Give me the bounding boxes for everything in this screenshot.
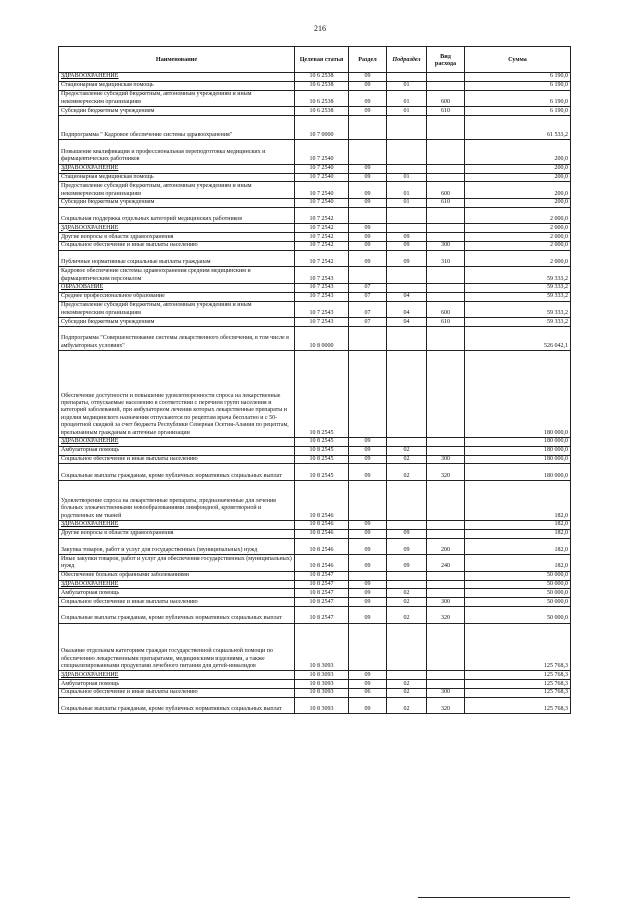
table-row: [59, 182, 571, 199]
table-row: [59, 267, 571, 284]
row-sum: 182,0: [465, 521, 571, 530]
row-name: Стационарная медицинская помощь: [59, 81, 295, 90]
row-subsection: 01: [387, 173, 427, 182]
row-name: ЗДРАВООХРАНЕНИЕ: [59, 671, 295, 680]
table-row: [59, 464, 571, 481]
row-target: 10 7 0000: [295, 115, 349, 139]
table-row: [59, 318, 571, 327]
row-target: 10 8 2545: [295, 438, 349, 447]
row-sum: 6 190,0: [465, 107, 571, 116]
row-subsection: [387, 571, 427, 580]
row-subsection: [387, 521, 427, 530]
row-name: Другие вопросы в области здравоохранения: [59, 529, 295, 538]
row-section: 09: [349, 555, 387, 572]
row-target: 10 8 3093: [295, 680, 349, 689]
row-subsection: [387, 580, 427, 589]
row-subsection: 02: [387, 697, 427, 714]
row-section: 07: [349, 283, 387, 292]
row-name: Субсидии бюджетным учреждениям: [59, 318, 295, 327]
row-target: 10 8 2545: [295, 351, 349, 438]
row-sum: 61 533,2: [465, 115, 571, 139]
row-target: 10 8 2547: [295, 589, 349, 598]
row-expense-type: 310: [427, 250, 465, 267]
row-expense-type: 600: [427, 90, 465, 107]
row-target: 10 8 2545: [295, 446, 349, 455]
row-expense-type: [427, 529, 465, 538]
table-row: [59, 326, 571, 350]
row-expense-type: 320: [427, 697, 465, 714]
row-section: 09: [349, 529, 387, 538]
row-name: ЗДРАВООХРАНЕНИЕ: [59, 164, 295, 173]
row-target: 10 6 2538: [295, 90, 349, 107]
table-row: [59, 107, 571, 116]
row-sum: 2 000,0: [465, 233, 571, 242]
row-target: 10 7 2540: [295, 182, 349, 199]
row-target: 10 8 2546: [295, 481, 349, 521]
row-sum: 59 333,2: [465, 267, 571, 284]
table-row: [59, 438, 571, 447]
row-sum: 50 000,0: [465, 571, 571, 580]
row-name: ЗДРАВООХРАНЕНИЕ: [59, 580, 295, 589]
row-expense-type: [427, 571, 465, 580]
row-target: 10 8 2547: [295, 571, 349, 580]
row-section: [349, 140, 387, 164]
row-target: 10 7 2542: [295, 207, 349, 224]
table-row: [59, 529, 571, 538]
row-name: Амбулаторная помощь: [59, 589, 295, 598]
row-expense-type: 600: [427, 182, 465, 199]
header-section: Раздел: [349, 47, 387, 73]
table-row: [59, 233, 571, 242]
row-name: Амбулаторная помощь: [59, 680, 295, 689]
row-subsection: 04: [387, 292, 427, 301]
row-subsection: 09: [387, 241, 427, 250]
row-target: 10 7 2542: [295, 250, 349, 267]
row-expense-type: 610: [427, 198, 465, 207]
row-sum: 2 000,0: [465, 224, 571, 233]
row-name: ЗДРАВООХРАНЕНИЕ: [59, 224, 295, 233]
row-expense-type: 300: [427, 455, 465, 464]
row-section: 09: [349, 438, 387, 447]
row-expense-type: [427, 326, 465, 350]
row-target: 10 7 2542: [295, 241, 349, 250]
row-section: 09: [349, 81, 387, 90]
row-sum: 2 000,0: [465, 241, 571, 250]
row-subsection: 04: [387, 301, 427, 318]
table-row: [59, 521, 571, 530]
row-subsection: 02: [387, 589, 427, 598]
row-name: Оказание отдельным категориям граждан государственной социальной помощи по обеспечению лекарственными препаратами, медицинскими изделиями, а также специализированными продуктами лечебного питания для детей-инвалидов: [59, 623, 295, 671]
row-subsection: 02: [387, 598, 427, 607]
row-section: [349, 326, 387, 350]
row-target: 10 8 2546: [295, 538, 349, 555]
row-subsection: 02: [387, 607, 427, 624]
row-name: Социальная поддержка отдельных категорий медицинских работников: [59, 207, 295, 224]
row-sum: 50 000,0: [465, 580, 571, 589]
row-name: ОБРАЗОВАНИЕ: [59, 283, 295, 292]
row-section: 09: [349, 198, 387, 207]
row-section: 09: [349, 455, 387, 464]
row-target: 10 8 2547: [295, 580, 349, 589]
row-name: Повышение квалификации и профессиональная переподготовка медицинских и фармацевтических работников: [59, 140, 295, 164]
row-sum: 200,0: [465, 173, 571, 182]
table-row: [59, 446, 571, 455]
row-expense-type: 600: [427, 301, 465, 318]
row-subsection: 01: [387, 90, 427, 107]
table-row: [59, 351, 571, 438]
row-name: Социальное обеспечение и иные выплаты населению: [59, 598, 295, 607]
row-sum: 125 768,3: [465, 680, 571, 689]
row-name: Социальное обеспечение и иные выплаты населению: [59, 455, 295, 464]
row-section: 09: [349, 521, 387, 530]
row-target: 10 7 2543: [295, 292, 349, 301]
row-target: 10 8 2547: [295, 607, 349, 624]
row-section: 09: [349, 680, 387, 689]
row-name: Социальные выплаты гражданам, кроме публичных нормативных социальных выплат: [59, 464, 295, 481]
row-expense-type: [427, 140, 465, 164]
row-subsection: [387, 267, 427, 284]
row-expense-type: 320: [427, 607, 465, 624]
table-row: [59, 90, 571, 107]
row-name: Иные закупки товаров, работ и услуг для обеспечения государственных (муниципальных) нужд: [59, 555, 295, 572]
row-sum: 180 000,0: [465, 438, 571, 447]
row-subsection: 01: [387, 182, 427, 199]
row-target: 10 7 2542: [295, 224, 349, 233]
row-expense-type: 300: [427, 241, 465, 250]
row-sum: 59 333,2: [465, 318, 571, 327]
row-expense-type: [427, 224, 465, 233]
table-body: [59, 73, 571, 714]
header-name: Наименование: [59, 47, 295, 73]
row-section: 09: [349, 464, 387, 481]
row-expense-type: [427, 173, 465, 182]
row-name: Подпрограмма " Кадровое обеспечение системы здравоохранения": [59, 115, 295, 139]
row-expense-type: [427, 115, 465, 139]
row-name: ЗДРАВООХРАНЕНИЕ: [59, 438, 295, 447]
row-sum: 200,0: [465, 198, 571, 207]
row-name: Публичные нормативные социальные выплаты гражданам: [59, 250, 295, 267]
row-target: 10 8 3093: [295, 671, 349, 680]
row-sum: 125 768,3: [465, 623, 571, 671]
row-expense-type: [427, 351, 465, 438]
row-name: Обеспечение доступности и повышение удовлетворенности спроса на лекарственные препараты, отпускаемые населению в соответствии с перечнем групп населения и категорий заболеваний, при амбулаторном лечении которых лекарственные препараты и изделия медицинского назначения отпускаются по рецептам врача бесплатно и с 50-процентной скидкой за счет бюджета Республики Северная Осетия-Алания по рецептам, врельязанным гражданам в аптечные организации: [59, 351, 295, 438]
row-subsection: [387, 438, 427, 447]
row-sum: 59 333,2: [465, 292, 571, 301]
row-target: 10 8 2545: [295, 464, 349, 481]
row-sum: 182,0: [465, 538, 571, 555]
row-target: 10 8 2546: [295, 529, 349, 538]
row-section: 09: [349, 90, 387, 107]
table-row: [59, 538, 571, 555]
row-name: Закупка товаров, работ и услуг для государственных (муниципальных) нужд: [59, 538, 295, 555]
row-sum: 6 190,0: [465, 81, 571, 90]
row-target: 10 8 0000: [295, 326, 349, 350]
table-row: [59, 697, 571, 714]
row-target: 10 7 2540: [295, 164, 349, 173]
row-section: 07: [349, 292, 387, 301]
row-subsection: 09: [387, 555, 427, 572]
row-target: 10 8 2546: [295, 555, 349, 572]
budget-table: [58, 46, 571, 714]
row-subsection: [387, 140, 427, 164]
row-name: Социальное обеспечение и иные выплаты населению: [59, 689, 295, 698]
row-target: 10 6 2538: [295, 81, 349, 90]
table-row: [59, 555, 571, 572]
row-sum: 182,0: [465, 555, 571, 572]
row-subsection: [387, 623, 427, 671]
header-sum: Сумма: [465, 47, 571, 73]
table-row: [59, 81, 571, 90]
row-expense-type: [427, 521, 465, 530]
table-row: [59, 607, 571, 624]
row-expense-type: 610: [427, 107, 465, 116]
row-name: Подпрограмма "Совершенствование системы лекарственного обеспечения, в том числе в амбулаторных условиях": [59, 326, 295, 350]
row-name: Кадровое обеспечение системы здравоохранения средним медицинским и фармацевтическим персоналом: [59, 267, 295, 284]
header-target: Целевая статья: [295, 47, 349, 73]
table-row: [59, 571, 571, 580]
row-section: 09: [349, 250, 387, 267]
row-name: Предоставление субсидий бюджетным, автономным учреждениям и иным некоммерческим организациям: [59, 301, 295, 318]
row-subsection: [387, 671, 427, 680]
row-expense-type: [427, 81, 465, 90]
row-expense-type: [427, 481, 465, 521]
table-row: [59, 224, 571, 233]
row-section: [349, 115, 387, 139]
row-target: 10 8 3093: [295, 623, 349, 671]
header-subsection: Подраздел: [387, 47, 427, 73]
row-subsection: [387, 283, 427, 292]
row-sum: 180 000,0: [465, 464, 571, 481]
row-section: [349, 267, 387, 284]
row-subsection: [387, 73, 427, 82]
table-row: [59, 623, 571, 671]
row-sum: 6 190,0: [465, 73, 571, 82]
row-name: Другие вопросы в области здравоохранения: [59, 233, 295, 242]
footer-rule: [418, 897, 570, 898]
row-section: 09: [349, 241, 387, 250]
row-sum: 50 000,0: [465, 607, 571, 624]
table-row: [59, 671, 571, 680]
row-expense-type: [427, 589, 465, 598]
row-subsection: 01: [387, 198, 427, 207]
row-section: 09: [349, 607, 387, 624]
row-subsection: 09: [387, 250, 427, 267]
table-row: [59, 115, 571, 139]
table-row: [59, 164, 571, 173]
row-name: Предоставление субсидий бюджетным, автономным учреждениям и иным некоммерческим организациям: [59, 90, 295, 107]
row-name: Социальные выплаты гражданам, кроме публичных нормативных социальных выплат: [59, 607, 295, 624]
table-row: [59, 250, 571, 267]
row-section: [349, 481, 387, 521]
row-subsection: 09: [387, 529, 427, 538]
row-sum: 125 768,3: [465, 697, 571, 714]
row-target: 10 7 2540: [295, 198, 349, 207]
table-row: [59, 173, 571, 182]
row-name: Субсидии бюджетным учреждениям: [59, 198, 295, 207]
row-subsection: 02: [387, 455, 427, 464]
row-target: 10 8 3093: [295, 697, 349, 714]
row-subsection: [387, 207, 427, 224]
row-target: 10 7 2542: [295, 233, 349, 242]
row-expense-type: [427, 73, 465, 82]
table-header-row: [59, 47, 571, 73]
row-subsection: [387, 224, 427, 233]
row-sum: 59 333,2: [465, 301, 571, 318]
row-sum: 182,0: [465, 481, 571, 521]
row-section: 09: [349, 224, 387, 233]
row-name: ЗДРАВООХРАНЕНИЕ: [59, 521, 295, 530]
row-name: Амбулаторная помощь: [59, 446, 295, 455]
row-expense-type: [427, 438, 465, 447]
row-target: 10 8 2547: [295, 598, 349, 607]
row-sum: 50 000,0: [465, 589, 571, 598]
row-expense-type: 300: [427, 598, 465, 607]
row-subsection: [387, 115, 427, 139]
row-expense-type: [427, 623, 465, 671]
table-row: [59, 455, 571, 464]
row-expense-type: [427, 207, 465, 224]
row-sum: 526 042,1: [465, 326, 571, 350]
row-expense-type: [427, 267, 465, 284]
row-section: [349, 351, 387, 438]
header-expense-type: Вид расхода: [427, 47, 465, 73]
row-target: 10 8 2545: [295, 455, 349, 464]
row-expense-type: [427, 283, 465, 292]
row-expense-type: [427, 680, 465, 689]
table-row: [59, 283, 571, 292]
row-subsection: 01: [387, 107, 427, 116]
row-target: 10 7 2543: [295, 318, 349, 327]
row-expense-type: [427, 292, 465, 301]
row-subsection: 09: [387, 233, 427, 242]
row-sum: 2 000,0: [465, 250, 571, 267]
table-row: [59, 301, 571, 318]
row-subsection: 04: [387, 318, 427, 327]
row-section: 09: [349, 589, 387, 598]
row-sum: 182,0: [465, 529, 571, 538]
row-section: [349, 207, 387, 224]
row-section: 07: [349, 301, 387, 318]
row-section: 09: [349, 73, 387, 82]
table-row: [59, 207, 571, 224]
row-sum: 200,0: [465, 182, 571, 199]
table-row: [59, 292, 571, 301]
row-name: Социальное обеспечение и иные выплаты населению: [59, 241, 295, 250]
table-row: [59, 598, 571, 607]
table-row: [59, 73, 571, 82]
row-expense-type: [427, 671, 465, 680]
table-row: [59, 680, 571, 689]
row-sum: 180 000,0: [465, 446, 571, 455]
row-section: 09: [349, 697, 387, 714]
row-expense-type: [427, 580, 465, 589]
row-name: Обеспечение больных орфанными заболеваниями: [59, 571, 295, 580]
row-section: 09: [349, 580, 387, 589]
row-section: 09: [349, 671, 387, 680]
row-sum: 180 000,0: [465, 351, 571, 438]
row-sum: 125 768,3: [465, 689, 571, 698]
row-section: 09: [349, 446, 387, 455]
row-target: 10 7 2543: [295, 283, 349, 292]
row-sum: 180 000,0: [465, 455, 571, 464]
table-row: [59, 140, 571, 164]
row-target: 10 7 2543: [295, 267, 349, 284]
table-row: [59, 481, 571, 521]
row-section: 09: [349, 598, 387, 607]
row-name: ЗДРАВООХРАНЕНИЕ: [59, 73, 295, 82]
row-name: Стационарная медицинская помощь: [59, 173, 295, 182]
row-sum: 200,0: [465, 164, 571, 173]
table-row: [59, 589, 571, 598]
row-section: 09: [349, 538, 387, 555]
row-name: Социальные выплаты гражданам, кроме публичных нормативных социальных выплат: [59, 697, 295, 714]
row-sum: 50 000,0: [465, 598, 571, 607]
row-subsection: 02: [387, 464, 427, 481]
row-sum: 2 000,0: [465, 207, 571, 224]
row-expense-type: 300: [427, 689, 465, 698]
row-section: 09: [349, 182, 387, 199]
row-subsection: [387, 164, 427, 173]
page-number: 216: [314, 24, 326, 33]
row-sum: 59 333,2: [465, 283, 571, 292]
row-section: 09: [349, 233, 387, 242]
row-name: Удовлетворение спроса на лекарственные препараты, предназначенные для лечения больных злокачественными новообразованиями лимфоидной, кроветворной и родственных им тканей: [59, 481, 295, 521]
row-target: 10 7 2543: [295, 301, 349, 318]
row-section: 09: [349, 173, 387, 182]
row-sum: 125 768,3: [465, 671, 571, 680]
row-name: Среднее профессиональное образование: [59, 292, 295, 301]
row-name: Предоставление субсидий бюджетным, автономным учреждениям и иным некоммерческим организациям: [59, 182, 295, 199]
row-section: 09: [349, 164, 387, 173]
row-sum: 200,0: [465, 140, 571, 164]
table-row: [59, 241, 571, 250]
row-section: 09: [349, 107, 387, 116]
row-subsection: 02: [387, 680, 427, 689]
row-subsection: [387, 351, 427, 438]
row-section: [349, 623, 387, 671]
row-name: Субсидии бюджетным учреждениям: [59, 107, 295, 116]
row-sum: 6 190,0: [465, 90, 571, 107]
row-expense-type: [427, 164, 465, 173]
row-expense-type: 320: [427, 464, 465, 481]
table-row: [59, 580, 571, 589]
row-section: [349, 571, 387, 580]
row-subsection: 02: [387, 446, 427, 455]
row-section: 07: [349, 318, 387, 327]
row-expense-type: 610: [427, 318, 465, 327]
table-row: [59, 198, 571, 207]
row-section: 06: [349, 689, 387, 698]
row-subsection: [387, 326, 427, 350]
row-target: 10 7 2540: [295, 173, 349, 182]
row-subsection: 02: [387, 689, 427, 698]
row-subsection: 01: [387, 81, 427, 90]
table-row: [59, 689, 571, 698]
row-expense-type: [427, 233, 465, 242]
row-expense-type: [427, 446, 465, 455]
row-target: 10 6 2538: [295, 73, 349, 82]
row-subsection: 09: [387, 538, 427, 555]
row-expense-type: 200: [427, 538, 465, 555]
row-target: 10 8 3093: [295, 689, 349, 698]
row-target: 10 6 2538: [295, 107, 349, 116]
row-target: 10 8 2546: [295, 521, 349, 530]
row-target: 10 7 2540: [295, 140, 349, 164]
row-expense-type: 240: [427, 555, 465, 572]
row-subsection: [387, 481, 427, 521]
